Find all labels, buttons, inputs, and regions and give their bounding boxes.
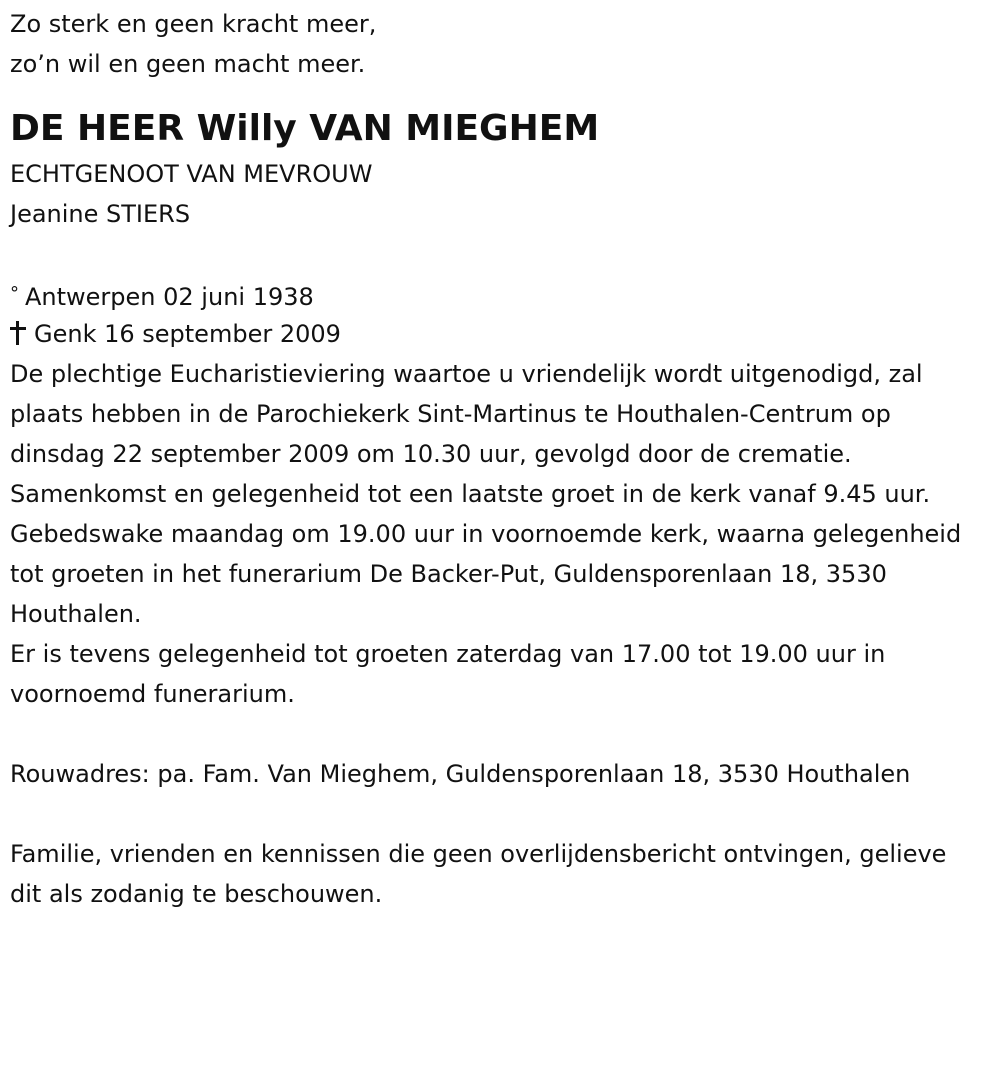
poem-line-1: Zo sterk en geen kracht meer, [10, 10, 377, 38]
relation-label: ECHTGENOOT VAN MEVROUW [10, 160, 373, 188]
visitation-paragraph: Er is tevens gelegenheid tot groeten zaterdag van 17.00 tot 19.00 uur in voornoemd funerarium. [10, 640, 886, 708]
birth-text: Antwerpen 02 juni 1938 [25, 283, 314, 311]
spacer [10, 234, 995, 274]
mourning-address: Rouwadres: pa. Fam. Van Mieghem, Guldensporenlaan 18, 3530 Houthalen [10, 760, 911, 788]
death-text: Genk 16 september 2009 [34, 320, 341, 348]
cross-icon [10, 321, 26, 345]
spacer [10, 714, 995, 754]
spacer [10, 794, 995, 834]
poem-section [10, 4, 995, 84]
vigil-paragraph: Gebedswake maandag om 19.00 uur in voornoemde kerk, waarna gelegenheid tot groeten in het funerarium De Backer-Put, Guldensporenlaan 18, 3530 Houthalen. [10, 520, 962, 628]
spouse-name: Jeanine STIERS [10, 200, 191, 228]
relation-section [10, 154, 995, 234]
birth-symbol: ° [10, 283, 19, 304]
deceased-name: DE HEER Willy VAN MIEGHEM [10, 108, 600, 149]
closing-note: Familie, vrienden en kennissen die geen overlijdensbericht ontvingen, gelieve dit als zodanig te beschouwen. [10, 840, 947, 908]
poem-line-2: zo’n wil en geen macht meer. [10, 50, 366, 78]
birth-line [10, 274, 995, 314]
ceremony-section [10, 354, 995, 714]
death-line [10, 314, 995, 354]
ceremony-paragraph: De plechtige Eucharistieviering waartoe u vriendelijk wordt uitgenodigd, zal plaats hebben in de Parochiekerk Sint-Martinus te Houthalen-Centrum op dinsdag 22 september 2009 om 10.30 uur, gevolgd door de crematie. [10, 360, 923, 468]
dates-section [10, 274, 995, 354]
obituary-document [10, 4, 995, 914]
gathering-paragraph: Samenkomst en gelegenheid tot een laatste groet in de kerk vanaf 9.45 uur. [10, 480, 931, 508]
